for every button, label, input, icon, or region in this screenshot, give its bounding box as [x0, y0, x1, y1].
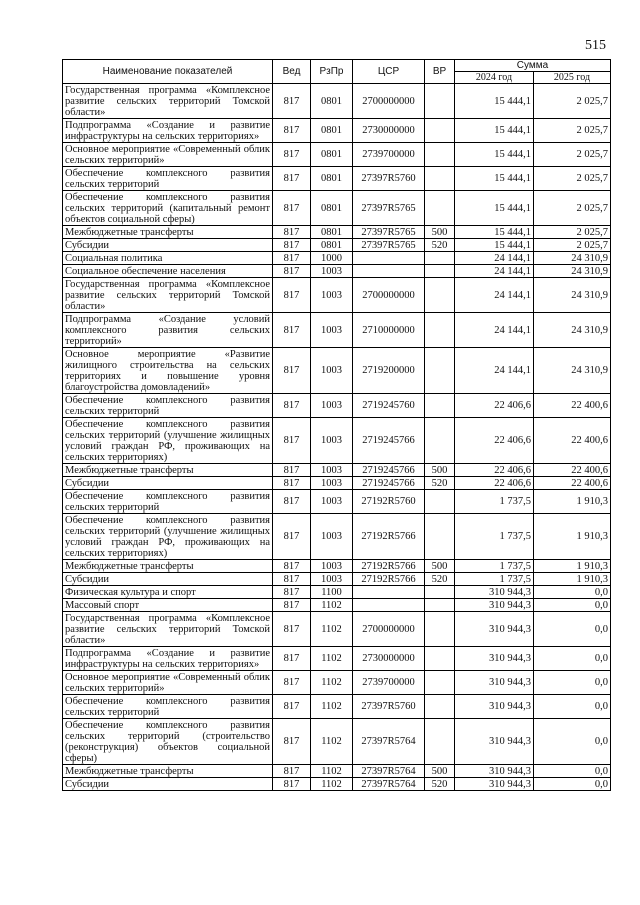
row-vr: 500 [425, 226, 455, 239]
row-name: Массовый спорт [63, 599, 273, 612]
table-row [63, 765, 611, 778]
row-name: Государственная программа «Комплексное развитие сельских территорий Томской области» [63, 612, 273, 647]
row-ved: 817 [273, 143, 311, 167]
row-vr [425, 167, 455, 191]
table-row [63, 226, 611, 239]
header-sum: Сумма [455, 60, 611, 72]
table-row [63, 514, 611, 560]
table-row [63, 167, 611, 191]
row-sum-2024: 310 944,3 [455, 765, 534, 778]
row-csr [353, 265, 425, 278]
row-sum-2024: 310 944,3 [455, 599, 534, 612]
row-ved: 817 [273, 191, 311, 226]
row-csr: 27397R5764 [353, 765, 425, 778]
row-name: Обеспечение комплексного развития сельских территорий (капитальный ремонт объектов социальной сферы) [63, 191, 273, 226]
row-vr [425, 514, 455, 560]
row-vr [425, 394, 455, 418]
row-name: Субсидии [63, 477, 273, 490]
row-vr: 520 [425, 239, 455, 252]
row-csr: 27397R5764 [353, 719, 425, 765]
table-header [63, 60, 611, 84]
row-sum-2024: 22 406,6 [455, 477, 534, 490]
row-name: Межбюджетные трансферты [63, 560, 273, 573]
row-rzpr: 1102 [311, 599, 353, 612]
row-csr: 27192R5766 [353, 560, 425, 573]
row-rzpr: 1102 [311, 647, 353, 671]
row-csr [353, 586, 425, 599]
table-row [63, 191, 611, 226]
header-ved: Вед [273, 60, 311, 84]
row-vr [425, 647, 455, 671]
row-sum-2024: 310 944,3 [455, 612, 534, 647]
table-row [63, 464, 611, 477]
table-row [63, 573, 611, 586]
row-sum-2025: 2 025,7 [534, 239, 611, 252]
row-sum-2025: 1 910,3 [534, 573, 611, 586]
row-vr [425, 143, 455, 167]
row-csr: 2710000000 [353, 313, 425, 348]
row-ved: 817 [273, 252, 311, 265]
row-ved: 817 [273, 226, 311, 239]
row-csr: 27192R5766 [353, 573, 425, 586]
row-rzpr: 1003 [311, 418, 353, 464]
row-rzpr: 1102 [311, 765, 353, 778]
row-vr [425, 490, 455, 514]
header-csr: ЦСР [353, 60, 425, 84]
row-name: Обеспечение комплексного развития сельских территорий (улучшение жилищных условий граждан РФ, проживающих на сельских территориях) [63, 514, 273, 560]
row-rzpr: 0801 [311, 167, 353, 191]
row-name: Субсидии [63, 239, 273, 252]
row-name: Обеспечение комплексного развития сельских территорий (улучшение жилищных условий граждан РФ, проживающих на сельских территориях) [63, 418, 273, 464]
row-ved: 817 [273, 612, 311, 647]
row-rzpr: 1102 [311, 612, 353, 647]
table-row [63, 477, 611, 490]
row-vr: 520 [425, 477, 455, 490]
row-sum-2025: 24 310,9 [534, 265, 611, 278]
row-ved: 817 [273, 477, 311, 490]
row-rzpr: 1000 [311, 252, 353, 265]
table-row [63, 599, 611, 612]
header-rzpr: РзПр [311, 60, 353, 84]
row-ved: 817 [273, 239, 311, 252]
row-name: Подпрограмма «Создание условий комплексного развития сельских территорий» [63, 313, 273, 348]
row-vr [425, 348, 455, 394]
row-rzpr: 1003 [311, 477, 353, 490]
row-name: Обеспечение комплексного развития сельских территорий [63, 167, 273, 191]
row-vr [425, 599, 455, 612]
row-ved: 817 [273, 573, 311, 586]
table-row [63, 84, 611, 119]
row-ved: 817 [273, 719, 311, 765]
row-name: Основное мероприятие «Современный облик сельских территорий» [63, 143, 273, 167]
header-2024: 2024 год [455, 72, 534, 84]
row-sum-2025: 2 025,7 [534, 84, 611, 119]
row-sum-2024: 24 144,1 [455, 265, 534, 278]
row-sum-2024: 1 737,5 [455, 573, 534, 586]
row-csr: 27397R5765 [353, 226, 425, 239]
row-sum-2025: 0,0 [534, 586, 611, 599]
row-ved: 817 [273, 490, 311, 514]
row-rzpr: 1102 [311, 778, 353, 791]
row-csr: 2719245760 [353, 394, 425, 418]
row-rzpr: 1102 [311, 719, 353, 765]
row-sum-2024: 310 944,3 [455, 719, 534, 765]
row-csr: 2700000000 [353, 612, 425, 647]
row-sum-2024: 22 406,6 [455, 394, 534, 418]
row-sum-2025: 0,0 [534, 671, 611, 695]
row-sum-2024: 24 144,1 [455, 348, 534, 394]
table-row [63, 418, 611, 464]
row-csr: 2719245766 [353, 418, 425, 464]
row-ved: 817 [273, 265, 311, 278]
row-csr: 2700000000 [353, 84, 425, 119]
row-rzpr: 1003 [311, 573, 353, 586]
table-row [63, 490, 611, 514]
row-rzpr: 1003 [311, 394, 353, 418]
row-rzpr: 0801 [311, 239, 353, 252]
table-row [63, 252, 611, 265]
row-ved: 817 [273, 278, 311, 313]
row-sum-2024: 24 144,1 [455, 278, 534, 313]
row-sum-2024: 1 737,5 [455, 490, 534, 514]
row-csr: 2739700000 [353, 143, 425, 167]
row-name: Обеспечение комплексного развития сельских территорий [63, 490, 273, 514]
row-sum-2025: 24 310,9 [534, 278, 611, 313]
header-2025: 2025 год [534, 72, 611, 84]
row-name: Основное мероприятие «Современный облик сельских территорий» [63, 671, 273, 695]
row-csr: 27397R5760 [353, 167, 425, 191]
row-sum-2024: 310 944,3 [455, 647, 534, 671]
row-rzpr: 0801 [311, 84, 353, 119]
row-vr [425, 719, 455, 765]
row-rzpr: 0801 [311, 191, 353, 226]
row-ved: 817 [273, 514, 311, 560]
row-vr: 500 [425, 464, 455, 477]
row-vr [425, 586, 455, 599]
row-sum-2024: 15 444,1 [455, 191, 534, 226]
table-row [63, 719, 611, 765]
row-ved: 817 [273, 671, 311, 695]
row-vr: 520 [425, 573, 455, 586]
row-sum-2024: 15 444,1 [455, 167, 534, 191]
row-csr: 27397R5760 [353, 695, 425, 719]
row-csr: 2730000000 [353, 119, 425, 143]
row-name: Субсидии [63, 573, 273, 586]
row-vr: 520 [425, 778, 455, 791]
row-csr: 2719200000 [353, 348, 425, 394]
row-sum-2024: 15 444,1 [455, 119, 534, 143]
row-rzpr: 1003 [311, 265, 353, 278]
table-row [63, 348, 611, 394]
table-row [63, 313, 611, 348]
row-sum-2024: 15 444,1 [455, 239, 534, 252]
row-ved: 817 [273, 560, 311, 573]
table-row [63, 671, 611, 695]
row-sum-2024: 1 737,5 [455, 514, 534, 560]
row-name: Основное мероприятие «Развитие жилищного строительства на сельских территориях и повышение уровня благоустройства домовладений» [63, 348, 273, 394]
table-row [63, 695, 611, 719]
row-csr: 27192R5760 [353, 490, 425, 514]
row-rzpr: 1003 [311, 313, 353, 348]
row-csr [353, 252, 425, 265]
table-row [63, 239, 611, 252]
row-ved: 817 [273, 418, 311, 464]
row-ved: 817 [273, 778, 311, 791]
row-sum-2024: 1 737,5 [455, 560, 534, 573]
table-body [63, 84, 611, 791]
row-name: Социальная политика [63, 252, 273, 265]
row-sum-2024: 310 944,3 [455, 778, 534, 791]
row-sum-2024: 24 144,1 [455, 252, 534, 265]
row-sum-2025: 22 400,6 [534, 394, 611, 418]
row-ved: 817 [273, 348, 311, 394]
row-csr: 2739700000 [353, 671, 425, 695]
row-csr: 27192R5766 [353, 514, 425, 560]
row-vr [425, 671, 455, 695]
row-vr [425, 418, 455, 464]
table-row [63, 394, 611, 418]
row-name: Подпрограмма «Создание и развитие инфраструктуры на сельских территориях» [63, 119, 273, 143]
row-vr [425, 265, 455, 278]
table-row [63, 778, 611, 791]
row-sum-2024: 310 944,3 [455, 586, 534, 599]
row-rzpr: 1003 [311, 560, 353, 573]
row-rzpr: 1102 [311, 671, 353, 695]
row-ved: 817 [273, 765, 311, 778]
row-sum-2024: 22 406,6 [455, 464, 534, 477]
row-name: Обеспечение комплексного развития сельских территорий [63, 394, 273, 418]
row-ved: 817 [273, 313, 311, 348]
row-sum-2025: 22 400,6 [534, 464, 611, 477]
row-ved: 817 [273, 586, 311, 599]
row-ved: 817 [273, 167, 311, 191]
row-ved: 817 [273, 647, 311, 671]
row-rzpr: 1003 [311, 464, 353, 477]
row-vr [425, 313, 455, 348]
row-sum-2025: 2 025,7 [534, 143, 611, 167]
row-name: Социальное обеспечение населения [63, 265, 273, 278]
row-vr [425, 119, 455, 143]
budget-table [62, 59, 611, 791]
row-name: Государственная программа «Комплексное развитие сельских территорий Томской области» [63, 278, 273, 313]
row-sum-2025: 0,0 [534, 695, 611, 719]
row-sum-2024: 310 944,3 [455, 695, 534, 719]
row-csr: 27397R5765 [353, 191, 425, 226]
row-sum-2025: 0,0 [534, 599, 611, 612]
row-name: Государственная программа «Комплексное развитие сельских территорий Томской области» [63, 84, 273, 119]
page-number: 515 [585, 38, 606, 53]
row-sum-2024: 15 444,1 [455, 226, 534, 239]
table-row [63, 143, 611, 167]
row-name: Подпрограмма «Создание и развитие инфраструктуры на сельских территориях» [63, 647, 273, 671]
header-name: Наименование показателей [63, 60, 273, 84]
table-row [63, 586, 611, 599]
row-sum-2025: 22 400,6 [534, 418, 611, 464]
row-sum-2025: 1 910,3 [534, 560, 611, 573]
table-row [63, 278, 611, 313]
row-sum-2025: 1 910,3 [534, 490, 611, 514]
row-vr [425, 612, 455, 647]
row-name: Межбюджетные трансферты [63, 765, 273, 778]
table-row [63, 265, 611, 278]
row-ved: 817 [273, 119, 311, 143]
row-sum-2025: 22 400,6 [534, 477, 611, 490]
row-name: Физическая культура и спорт [63, 586, 273, 599]
row-sum-2025: 2 025,7 [534, 226, 611, 239]
row-rzpr: 0801 [311, 226, 353, 239]
row-ved: 817 [273, 84, 311, 119]
row-vr [425, 252, 455, 265]
row-csr: 2730000000 [353, 647, 425, 671]
row-sum-2025: 0,0 [534, 647, 611, 671]
row-rzpr: 1003 [311, 348, 353, 394]
row-sum-2025: 24 310,9 [534, 313, 611, 348]
row-sum-2024: 15 444,1 [455, 143, 534, 167]
row-name: Межбюджетные трансферты [63, 464, 273, 477]
row-name: Субсидии [63, 778, 273, 791]
table-row [63, 560, 611, 573]
row-csr: 27397R5764 [353, 778, 425, 791]
row-ved: 817 [273, 464, 311, 477]
row-rzpr: 1003 [311, 490, 353, 514]
table-row [63, 119, 611, 143]
table-row [63, 647, 611, 671]
row-sum-2025: 0,0 [534, 719, 611, 765]
row-name: Обеспечение комплексного развития сельских территорий [63, 695, 273, 719]
row-sum-2025: 24 310,9 [534, 252, 611, 265]
row-rzpr: 0801 [311, 119, 353, 143]
row-csr: 2719245766 [353, 477, 425, 490]
row-sum-2024: 15 444,1 [455, 84, 534, 119]
row-csr: 2719245766 [353, 464, 425, 477]
row-sum-2025: 24 310,9 [534, 348, 611, 394]
row-csr [353, 599, 425, 612]
row-sum-2024: 310 944,3 [455, 671, 534, 695]
row-ved: 817 [273, 394, 311, 418]
row-vr [425, 191, 455, 226]
row-sum-2024: 24 144,1 [455, 313, 534, 348]
row-ved: 817 [273, 599, 311, 612]
row-vr: 500 [425, 560, 455, 573]
row-rzpr: 1102 [311, 695, 353, 719]
row-vr: 500 [425, 765, 455, 778]
row-csr: 2700000000 [353, 278, 425, 313]
row-name: Межбюджетные трансферты [63, 226, 273, 239]
row-rzpr: 1003 [311, 514, 353, 560]
row-sum-2025: 2 025,7 [534, 191, 611, 226]
row-vr [425, 695, 455, 719]
row-rzpr: 1003 [311, 278, 353, 313]
row-sum-2025: 0,0 [534, 765, 611, 778]
row-ved: 817 [273, 695, 311, 719]
row-sum-2025: 1 910,3 [534, 514, 611, 560]
row-name: Обеспечение комплексного развития сельских территорий (строительство (реконструкция) объектов социальной сферы) [63, 719, 273, 765]
row-sum-2025: 2 025,7 [534, 167, 611, 191]
row-sum-2025: 2 025,7 [534, 119, 611, 143]
row-rzpr: 0801 [311, 143, 353, 167]
row-sum-2025: 0,0 [534, 612, 611, 647]
row-rzpr: 1100 [311, 586, 353, 599]
row-sum-2024: 22 406,6 [455, 418, 534, 464]
row-sum-2025: 0,0 [534, 778, 611, 791]
row-vr [425, 278, 455, 313]
header-vr: ВР [425, 60, 455, 84]
row-csr: 27397R5765 [353, 239, 425, 252]
row-vr [425, 84, 455, 119]
table-row [63, 612, 611, 647]
